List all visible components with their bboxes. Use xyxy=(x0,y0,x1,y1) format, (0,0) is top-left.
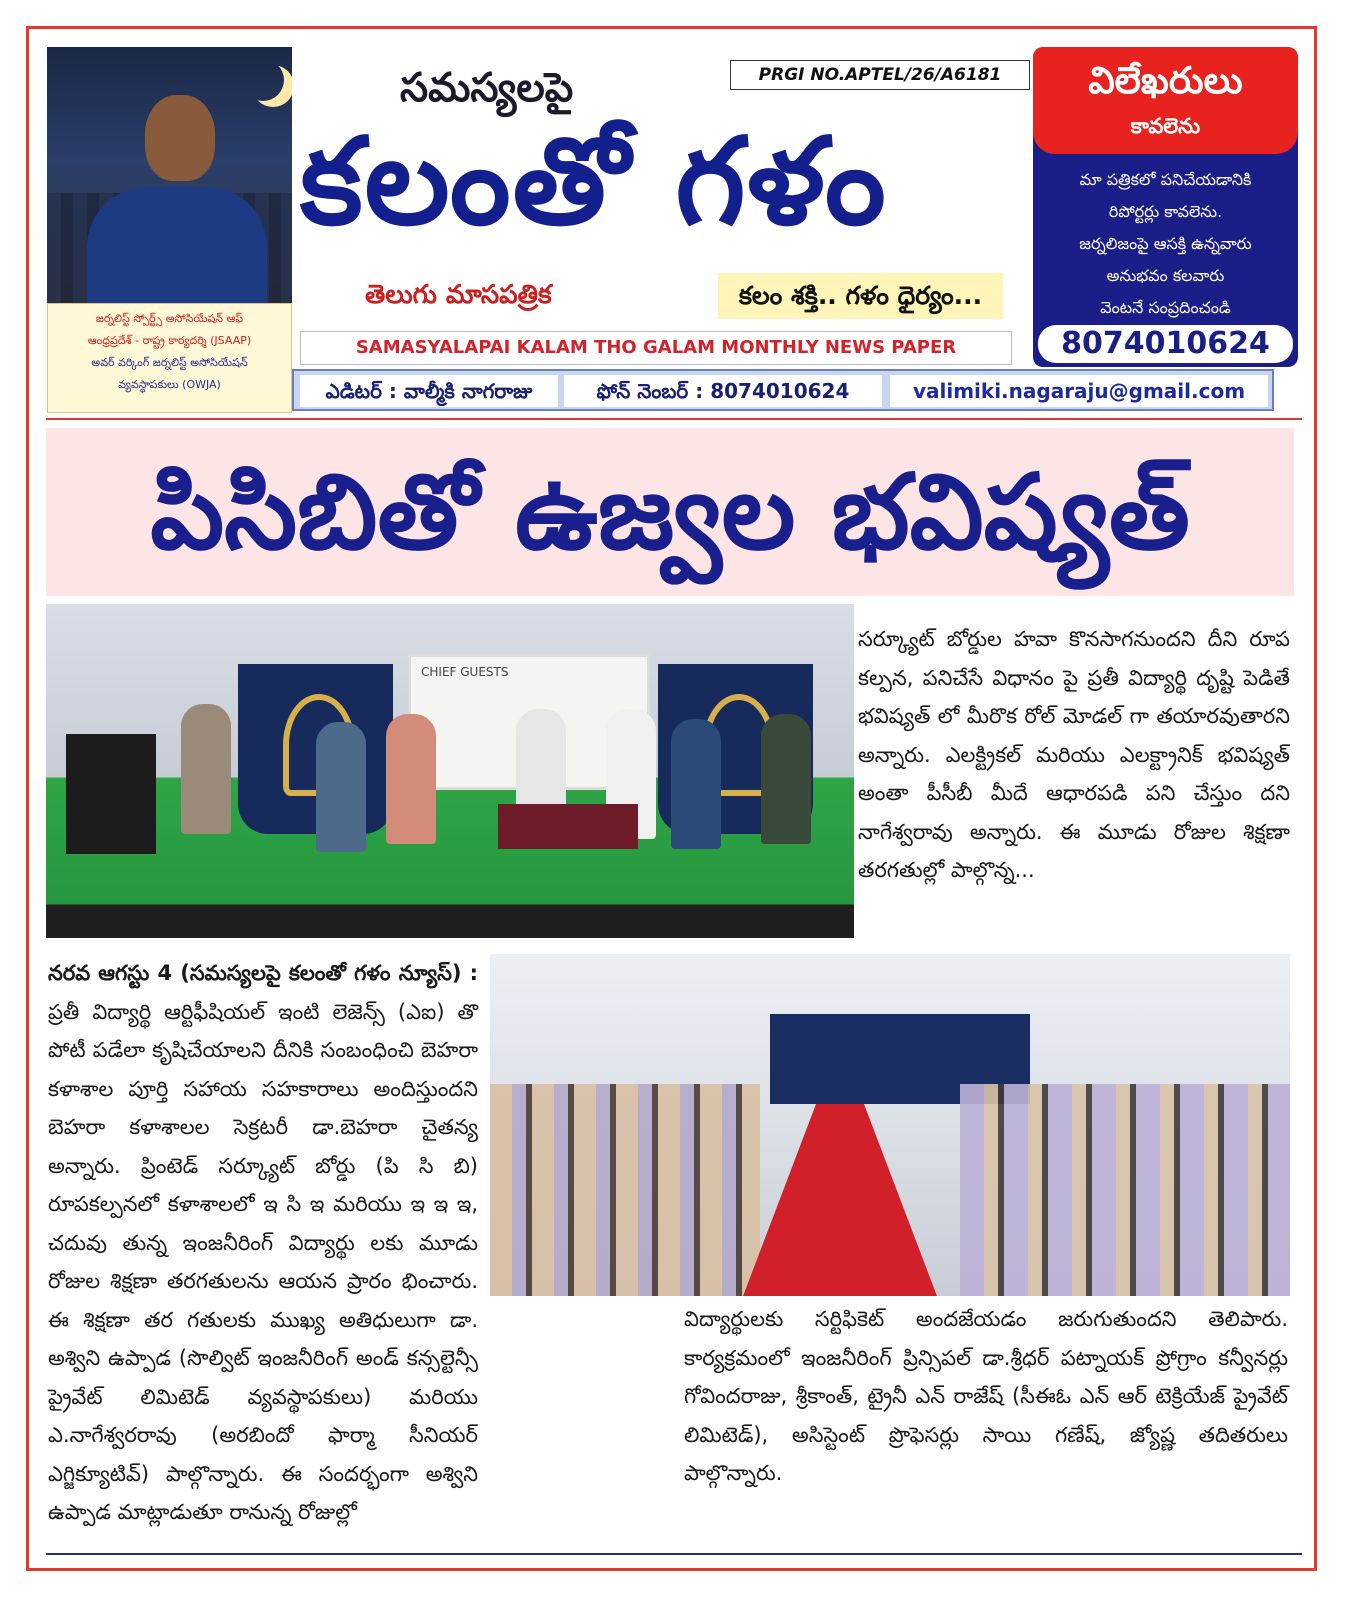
editor-portrait xyxy=(47,47,292,303)
divider xyxy=(46,418,1302,420)
masthead-tagline: కలం శక్తి.. గళం ధైర్యం... xyxy=(718,273,1003,319)
article-column-bottom: విద్యార్థులకు సర్టిఫికెట్ అందజేయడం జరుగుతుందని తెలిపారు. కార్యక్రమంలో ఇంజనీరింగ్ ప్రిన్సిపల్ డా.శ్రీధర్ పట్నాయక్ ప్రోగ్రాం కన్వీనర్లు గోవిందరాజు, శ్రీకాంత్, ట్రైనీ ఎన్ రాజేష్ (సీఈఓ ఎన్ ఆర్ టెక్రియేజ్ ప్రైవేట్ లిమిటెడ్), అసిస్టెంట్ ప్రొఫెసర్లు సాయి గణేష్, జ్యోష్ణ తదితరులు పాల్గొన్నారు. xyxy=(684,1307,1288,1485)
podium xyxy=(66,734,156,854)
reporters-wanted-ad xyxy=(1033,47,1298,367)
bottom-divider xyxy=(46,1553,1302,1555)
article-column-right: సర్క్యూట్ బోర్డుల హవా కొనసాగనుందని దీని రూప కల్పన, పనిచేసే విధానం పై ప్రతీ విద్యార్థి దృష్టి పెడితే భవిష్యత్ లో మీరొక రోల్ మోడల్ గా తయారవుతారని అన్నారు. ఎలక్ట్రికల్ మరియు ఎలక్ట్రానిక్ భవిష్యత్ అంతా పీసీబీ మీదే ఆధారపడి పని చేస్తుం దని నాగేశ్వరావు అన్నారు. ఈ మూడు రోజుల శిక్షణా తరగతుల్లో పాల్గొన్న... xyxy=(858,627,1290,882)
headline-banner xyxy=(46,428,1294,596)
ad-phone[interactable]: 8074010624 xyxy=(1038,325,1293,363)
prgi-number: PRGI NO.APTEL/26/A6181 xyxy=(730,60,1030,90)
newspaper-title: కలంతో గళం xyxy=(300,113,888,252)
ad-title: విలేఖరులు xyxy=(1088,59,1243,102)
editor-name: ఎడిటర్ : వాల్మీకి నాగరాజు xyxy=(300,375,558,407)
english-title: SAMASYALAPAI KALAM THO GALAM MONTHLY NEWS PAPER xyxy=(300,331,1012,365)
masthead-kicker: సమస్యలపై xyxy=(400,64,574,111)
red-carpet xyxy=(740,1104,940,1296)
editor-phone: ఫోన్ నెంబర్ : 8074010624 xyxy=(564,375,882,407)
ad-subtitle: కావలెను xyxy=(1130,114,1201,138)
event-stage-photo xyxy=(46,604,854,938)
editor-info-bar xyxy=(292,369,1274,411)
article-column-left: నరవ ఆగస్టు 4 (సమస్యలపై కలంతో గళం న్యూస్) : ప్రతీ విద్యార్థి ఆర్టిఫీషియల్ ఇంటి లెజెన్స్ (ఎఐ) తొ పోటీ పడేలా కృషిచేయాలని దీనికి సంబంధించి బెహరా కళాశాల పూర్తి సహాయ సహకారాలు అందిస్తుందని బెహరా కళాశాలల సెక్రటరీ డా.బెహరా చైతన్య అన్నారు. ప్రింటెడ్ సర్క్యూట్ బోర్డు (పి సి బి) రూపకల్పనలో కళాశాలలో ఇ సి ఇ మరియు ఇ ఇ ఇ, చదువు తున్న ఇంజనీరింగ్ విద్యార్థు లకు మూడు రోజుల శిక్షణా తరగతులను ఆయన ప్రారం భించారు. ఈ శిక్షణా తర గతులకు ముఖ్య అతిధులుగా డా. అశ్విని ఉప్పాడ (సొల్విట్ ఇంజనీరింగ్ అండ్ కన్సల్టెన్సీ ప్రైవేట్ లిమిటెడ్ వ్యవస్థాపకులు) మరియు ఎ.నాగేశ్వరరావు (అరబిందో ఫార్మా సీనియర్ ఎగ్జిక్యూటివ్) పాల్గొన్నారు. ఈ సందర్భంగా అశ్విని ఉప్పాడ మాట్లాడుతూ రానున్న రోజుల్లో xyxy=(48,961,478,1524)
audience-photo xyxy=(490,954,1290,1296)
ad-body: మా పత్రికలో పనిచేయడానికి రిపోర్టర్లు కావలెను. జర్నలిజంపై ఆసక్తి ఉన్నవారు అనుభవం కలవారు వెంటనే సంప్రదించండి xyxy=(1079,170,1252,317)
portrait-caption: జర్నలిస్ట్ స్పోర్ట్స్ అసోసియేషన్ ఆఫ్ ఆంధ్రప్రదేశ్ - రాష్ట్ర కార్యదర్శి (JSAAP) అవర్ వర్కింగ్ జర్నలిస్ట్ అసోసియేషన్ వ్యవస్థాపకులు (OWJA) xyxy=(47,303,292,413)
dateline: నరవ ఆగస్టు 4 (సమస్యలపై కలంతో గళం న్యూస్) : xyxy=(48,961,478,985)
projector-screen: CHIEF GUESTS xyxy=(408,654,650,790)
article-headline: పిసిబితో ఉజ్వల భవిష్యత్ xyxy=(150,451,1190,573)
masthead-subtitle: తెలుగు మాసపత్రిక xyxy=(365,280,552,310)
moon-icon xyxy=(242,59,284,101)
editor-email[interactable]: valimiki.nagaraju@gmail.com xyxy=(890,375,1268,407)
